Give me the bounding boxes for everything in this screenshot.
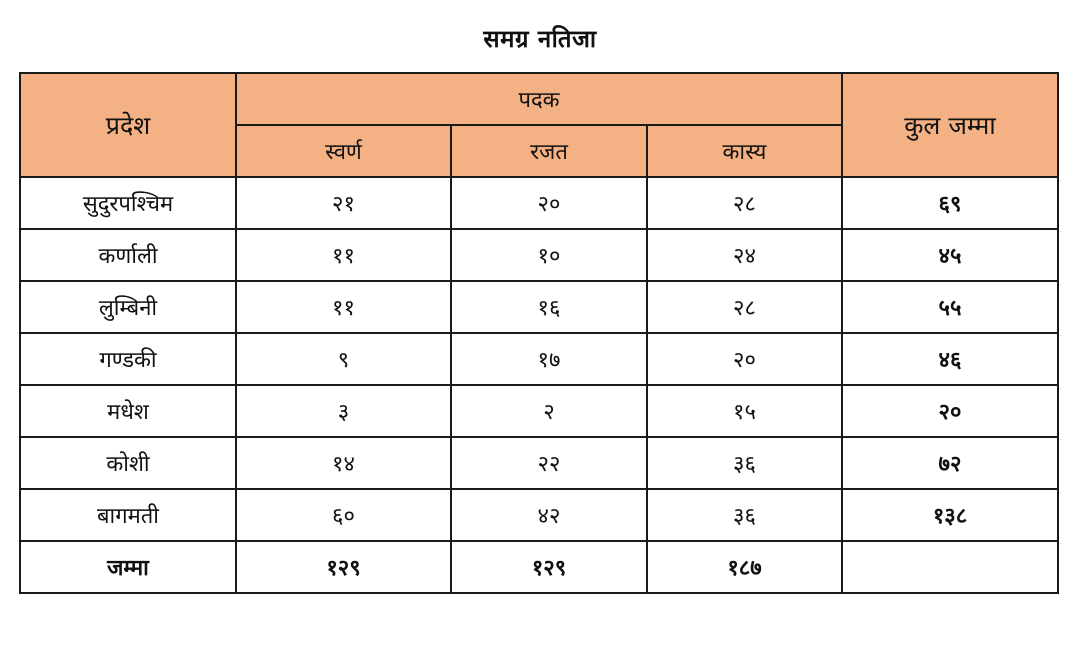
cell-gold: २१: [236, 177, 451, 229]
cell-gold: ११: [236, 229, 451, 281]
cell-province: सुदुरपश्चिम: [20, 177, 236, 229]
table-row: [20, 333, 1058, 385]
cell-bronze: २८: [647, 177, 842, 229]
total-row: [20, 541, 1058, 593]
header-bronze: कास्य: [647, 125, 842, 177]
cell-silver: १६: [451, 281, 647, 333]
cell-province: गण्डकी: [20, 333, 236, 385]
footer-bronze: १८७: [647, 541, 842, 593]
cell-silver: १७: [451, 333, 647, 385]
cell-gold: ६०: [236, 489, 451, 541]
cell-total: १३८: [842, 489, 1058, 541]
cell-gold: १४: [236, 437, 451, 489]
cell-bronze: ३६: [647, 437, 842, 489]
cell-bronze: ३६: [647, 489, 842, 541]
table-row: [20, 281, 1058, 333]
cell-total: ४६: [842, 333, 1058, 385]
page-title: समग्र नतिजा: [483, 25, 597, 53]
results-table: [19, 72, 1059, 594]
header-medal: पदक: [236, 73, 842, 125]
table-row: [20, 385, 1058, 437]
table-row: [20, 229, 1058, 281]
cell-gold: ३: [236, 385, 451, 437]
cell-silver: २२: [451, 437, 647, 489]
table-row: [20, 437, 1058, 489]
footer-label: जम्मा: [20, 541, 236, 593]
cell-gold: ९: [236, 333, 451, 385]
footer-total: [842, 541, 1058, 593]
cell-bronze: २४: [647, 229, 842, 281]
cell-total: ५५: [842, 281, 1058, 333]
header-total: कुल जम्मा: [842, 73, 1058, 177]
cell-silver: ४२: [451, 489, 647, 541]
header-gold: स्वर्ण: [236, 125, 451, 177]
cell-province: कर्णाली: [20, 229, 236, 281]
cell-province: लुम्बिनी: [20, 281, 236, 333]
cell-total: २०: [842, 385, 1058, 437]
cell-province: कोशी: [20, 437, 236, 489]
cell-silver: १०: [451, 229, 647, 281]
cell-total: ७२: [842, 437, 1058, 489]
table-row: [20, 489, 1058, 541]
table-body: [20, 177, 1058, 541]
footer-silver: १२९: [451, 541, 647, 593]
table-row: [20, 177, 1058, 229]
cell-silver: २: [451, 385, 647, 437]
cell-silver: २०: [451, 177, 647, 229]
table-header: [20, 73, 1058, 177]
cell-total: ६९: [842, 177, 1058, 229]
cell-province: मधेश: [20, 385, 236, 437]
cell-bronze: २०: [647, 333, 842, 385]
footer-gold: १२९: [236, 541, 451, 593]
header-province: प्रदेश: [20, 73, 236, 177]
cell-bronze: २८: [647, 281, 842, 333]
table-footer: [20, 541, 1058, 593]
cell-bronze: १५: [647, 385, 842, 437]
cell-province: बागमती: [20, 489, 236, 541]
cell-gold: ११: [236, 281, 451, 333]
cell-total: ४५: [842, 229, 1058, 281]
header-silver: रजत: [451, 125, 647, 177]
